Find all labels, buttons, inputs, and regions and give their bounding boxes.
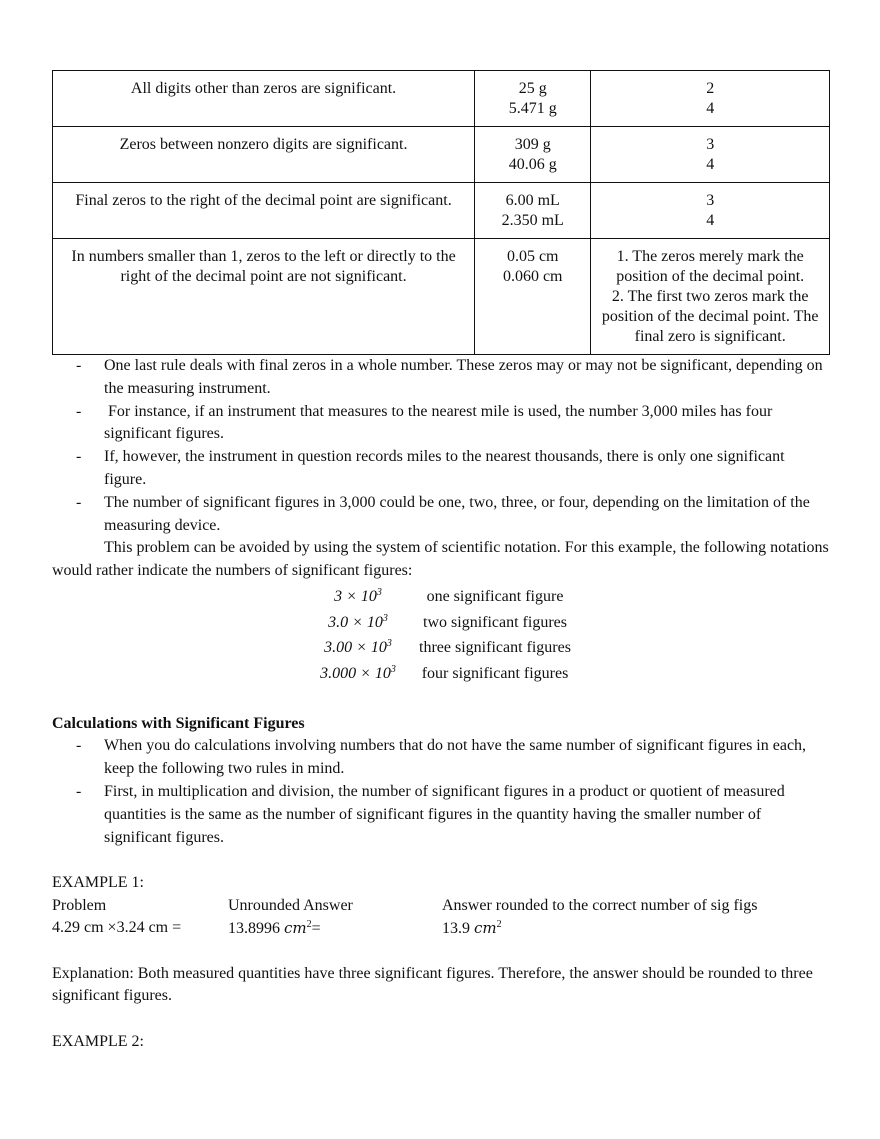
notation-description: four significant figures — [421, 664, 569, 682]
notation-description: two significant figures — [423, 613, 567, 631]
answer-value: 3 — [706, 136, 715, 153]
list-item-text: When you do calculations involving numbers that do not have the same number of significant figures in each, keep the following two rules in mind. — [104, 737, 807, 778]
list-item-text: The number of significant figures in 3,000 could be one, two, three, or four, depending on the limitation of the measuring device. — [104, 493, 810, 534]
rule-cell: In numbers smaller than 1, zeros to the left or directly to the right of the decimal point are not significant. — [53, 239, 475, 355]
list-item-text: For instance, if an instrument that measures to the nearest mile is used, the number 3,000 miles has four significant figures. — [104, 402, 777, 443]
list-item — [76, 355, 830, 401]
list-item-text: One last rule deals with final zeros in a whole number. These zeros may or may not be significant, depending on the measuring instrument. — [104, 357, 823, 397]
rounded-exponent: 2 — [496, 919, 502, 931]
notation-base: 3.0 × 10 — [328, 613, 383, 631]
answer-cell — [591, 239, 830, 355]
answer-value: 3 — [706, 192, 715, 209]
notation-expression — [306, 663, 410, 686]
unrounded-equals: = — [311, 920, 321, 938]
notation-exponent: 3 — [382, 612, 388, 624]
notation-examples — [306, 585, 830, 687]
list-item — [76, 446, 830, 492]
rule-cell: Final zeros to the right of the decimal point are significant. — [53, 183, 475, 239]
rule-cell: All digits other than zeros are significant. — [53, 71, 475, 127]
answer-value: 1. The zeros merely mark the position of the decimal point. — [616, 248, 805, 285]
example-value: 2.350 mL — [501, 212, 564, 229]
notation-base: 3.000 × 10 — [320, 664, 391, 682]
table-row — [53, 71, 830, 127]
dash-bullet: - — [76, 402, 82, 420]
sig-fig-rules-table — [52, 70, 830, 355]
notation-exponent: 3 — [386, 638, 392, 650]
notation-base: 3.00 × 10 — [324, 639, 387, 657]
example-1-title: EXAMPLE 1: — [52, 874, 144, 892]
notation-row — [306, 661, 830, 687]
example-1-values-row — [52, 917, 830, 941]
unrounded-answer — [228, 917, 442, 941]
example-value: 40.06 g — [508, 156, 557, 173]
rounded-value: 13.9 — [442, 920, 470, 938]
dash-bullet: - — [76, 448, 82, 466]
dash-bullet: - — [76, 493, 82, 511]
answer-cell — [591, 183, 830, 239]
document-page — [52, 70, 830, 1053]
example-cell — [475, 127, 591, 183]
unrounded-value: 13.8996 — [228, 920, 280, 938]
example-value: 0.05 cm — [506, 248, 559, 265]
example-1-header-row — [52, 895, 830, 918]
rounded-unit: cm — [474, 919, 497, 938]
dash-bullet: - — [76, 783, 82, 801]
notation-base: 3 × 10 — [334, 588, 377, 606]
table-row — [53, 183, 830, 239]
notation-exponent: 3 — [390, 663, 396, 675]
notation-row — [306, 585, 830, 611]
notation-row — [306, 610, 830, 636]
notation-description: three significant figures — [419, 639, 571, 657]
rounded-header: Answer rounded to the correct number of sig figs — [442, 896, 758, 914]
example-value: 309 g — [514, 136, 551, 153]
notation-exponent: 3 — [376, 587, 382, 599]
example-value: 5.471 g — [508, 100, 557, 117]
unrounded-exponent: 2 — [306, 919, 312, 931]
list-item — [76, 401, 830, 447]
dash-bullet: - — [76, 737, 82, 755]
table-row — [53, 127, 830, 183]
unrounded-unit: cm — [284, 919, 307, 938]
list-item — [76, 492, 830, 538]
notation-description: one significant figure — [426, 588, 564, 606]
list-item — [76, 781, 830, 849]
notation-row — [306, 636, 830, 662]
bullet-list-calculation-rules — [52, 735, 830, 849]
answer-cell — [591, 127, 830, 183]
list-item — [76, 735, 830, 781]
notation-expression — [306, 612, 410, 635]
answer-value: 2. The first two zeros mark the position of the decimal point. The final zero is significant. — [601, 288, 819, 345]
answer-value: 2 — [706, 80, 715, 97]
list-item-text: If, however, the instrument in question records miles to the nearest thousands, there is only one significant figure. — [104, 448, 785, 488]
answer-cell — [591, 71, 830, 127]
example-value: 0.060 cm — [502, 268, 563, 285]
rounded-answer — [442, 917, 502, 941]
section-heading: Calculations with Significant Figures — [52, 714, 305, 732]
list-item-text: First, in multiplication and division, the number of significant figures in a product or quotient of measured quantities is the same as the number of significant figures in the quantity having the smaller number of significant figures. — [104, 783, 785, 846]
explanation-paragraph: Explanation: Both measured quantities have three significant figures. Therefore, the answer should be rounded to three significant figures. — [52, 964, 813, 1005]
example-cell — [475, 183, 591, 239]
answer-value: 4 — [706, 212, 715, 229]
problem-expression: 4.29 cm ×3.24 cm = — [52, 919, 182, 937]
problem-header: Problem — [52, 896, 107, 914]
example-2-title: EXAMPLE 2: — [52, 1032, 144, 1050]
example-cell — [475, 239, 591, 355]
example-value: 25 g — [518, 80, 547, 97]
answer-value: 4 — [706, 100, 715, 117]
unrounded-header: Unrounded Answer — [228, 896, 353, 914]
example-value: 6.00 mL — [505, 192, 560, 209]
example-cell — [475, 71, 591, 127]
notation-expression — [306, 637, 410, 660]
table-row — [53, 239, 830, 355]
bullet-list-whole-number-zeros — [52, 355, 830, 537]
scientific-notation-paragraph: This problem can be avoided by using the system of scientific notation. For this example, the following notations would rather indicate the numbers of significant figures: — [52, 539, 829, 580]
rule-cell: Zeros between nonzero digits are significant. — [53, 127, 475, 183]
dash-bullet: - — [76, 357, 82, 374]
answer-value: 4 — [706, 156, 715, 173]
notation-expression — [306, 586, 410, 609]
